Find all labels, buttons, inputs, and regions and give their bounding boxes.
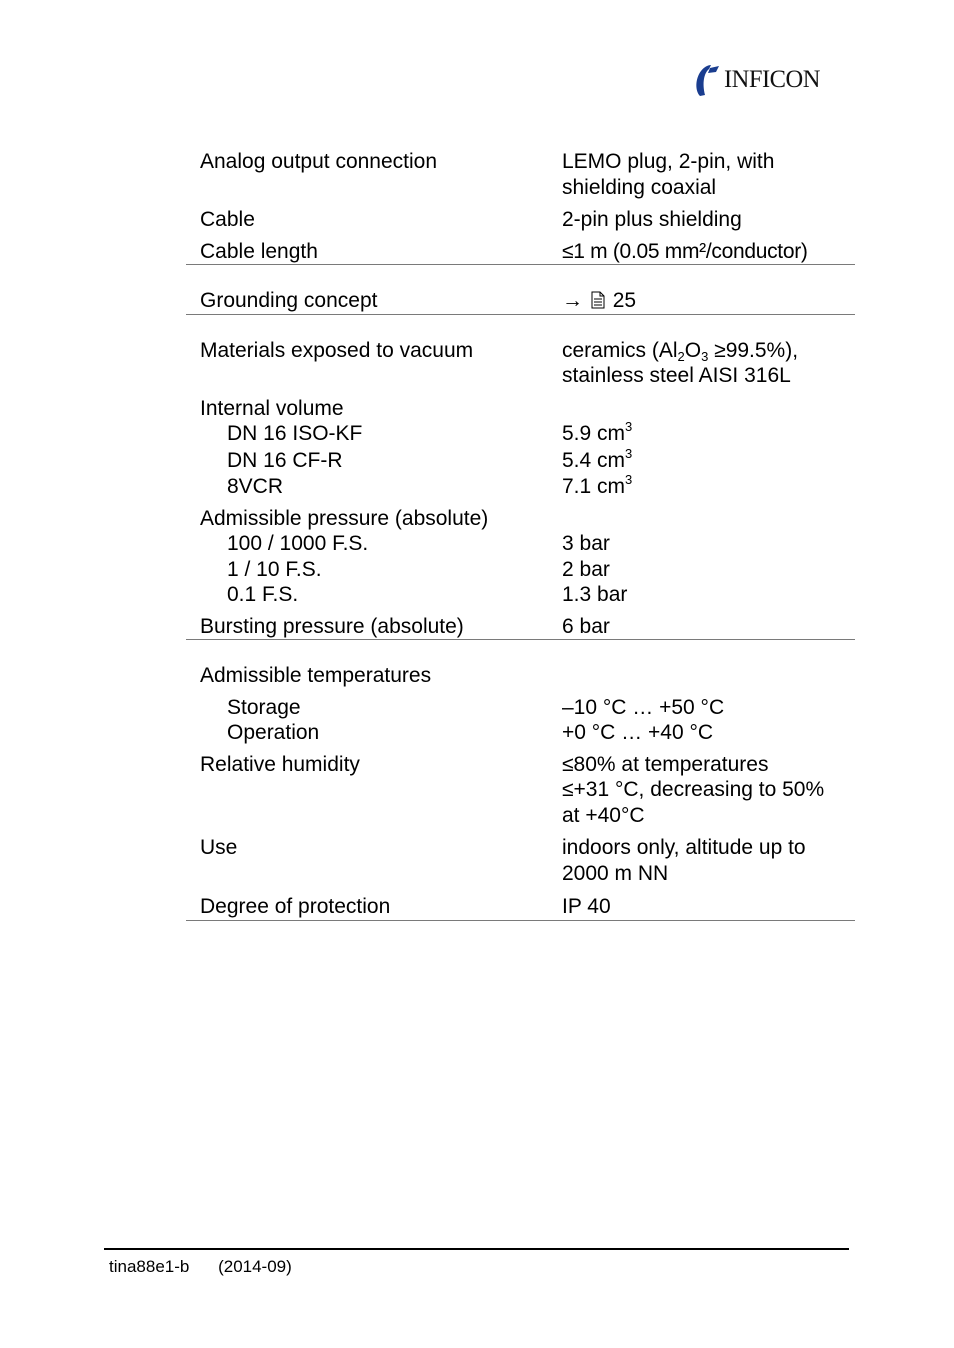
spec-row-cable (186, 207, 855, 233)
spec-group-connection (186, 147, 855, 265)
spec-value: 7.1 $cm^3$ (562, 472, 633, 498)
spec-value-line: ≤80% at temperatures (562, 752, 769, 776)
spec-value (562, 149, 855, 200)
footer-divider (104, 1248, 849, 1250)
spec-value (562, 338, 855, 389)
spec-value: 5.9 $cm^3$ (562, 419, 633, 445)
spec-label: Admissible pressure (absolute) (200, 506, 489, 530)
spec-sublabel: Storage (227, 695, 301, 719)
spec-group-vacuum (186, 315, 855, 641)
spec-value-line: shielding coaxial (562, 175, 717, 199)
document-id: tina88e1-b (109, 1257, 190, 1276)
spec-sublabel: DN 16 ISO-KF (227, 422, 363, 445)
spec-sublabel: 0.1 F.S. (227, 583, 299, 606)
spec-sublabel: DN 16 CF-R (227, 448, 343, 472)
spec-value: 6 bar (562, 614, 610, 638)
spec-value-line: indoors only, altitude up to (562, 836, 806, 859)
spec-value (562, 835, 855, 886)
spec-row-analog-output (186, 149, 855, 200)
spec-label: Materials exposed to vacuum (200, 338, 474, 362)
inficon-logo (692, 62, 822, 98)
spec-subrow (186, 557, 855, 583)
page-footer (109, 1257, 292, 1277)
spec-subrow (186, 474, 855, 500)
spec-label: Degree of protection (200, 895, 391, 918)
spec-row-admissible-pressure (186, 506, 855, 532)
spec-row-cable-length (186, 239, 855, 265)
spec-row-admissible-temperatures (186, 663, 855, 689)
document-date: (2014-09) (218, 1257, 292, 1276)
spec-value: 1.3 bar (562, 583, 628, 606)
spec-subrow (186, 531, 855, 557)
spec-label: Grounding concept (200, 289, 378, 312)
spec-label: Use (200, 836, 238, 859)
spec-value: 2-pin plus shielding (562, 208, 742, 231)
spec-subrow (186, 421, 855, 447)
spec-subrow (186, 695, 855, 721)
spec-value: +0 °C … +40 °C (562, 721, 714, 744)
spec-value (562, 288, 855, 314)
spec-label: Relative humidity (200, 752, 360, 776)
spec-group-environment (186, 640, 855, 921)
spec-value: 3 bar (562, 532, 610, 555)
spec-row-internal-volume (186, 396, 855, 422)
spec-label: Admissible temperatures (200, 664, 432, 687)
spec-value-line: at +40°C (562, 803, 645, 827)
spec-value-line: stainless steel AISI 316L (562, 364, 791, 387)
spec-group-grounding (186, 265, 855, 315)
spec-value-line: ≤+31 °C, decreasing to 50% (562, 778, 825, 801)
spec-label: Bursting pressure (absolute) (200, 614, 464, 638)
spec-row-bursting-pressure (186, 614, 855, 640)
spec-row-relative-humidity (186, 752, 855, 829)
spec-value: ≤1 m (0.05 mm²/conductor) (562, 239, 808, 263)
spec-row-grounding (186, 288, 855, 314)
spec-label: Analog output connection (200, 150, 438, 173)
inficon-logo-mark-icon (692, 63, 722, 97)
spec-row-materials (186, 338, 855, 389)
spec-subrow (186, 445, 855, 474)
spec-value: 2 bar (562, 557, 610, 581)
spec-value (562, 752, 855, 829)
spec-subrow (186, 720, 855, 746)
specification-table (186, 147, 855, 921)
spec-value: 5.4 $cm^3$ (562, 445, 633, 472)
spec-subrow (186, 582, 855, 608)
spec-label: Cable length (200, 239, 318, 263)
spec-value: –10 °C … +50 °C (562, 695, 725, 719)
spec-sublabel: Operation (227, 721, 320, 744)
spec-label: Cable (200, 208, 255, 231)
document-icon (591, 291, 605, 309)
spec-value-line: LEMO plug, 2-pin, with (562, 150, 775, 173)
spec-value: IP 40 (562, 895, 611, 918)
page-reference: 25 (612, 289, 637, 312)
spec-value-line: ceramics $(Al_2O_3 \ge 99.5\%)$, (562, 338, 799, 364)
spec-row-use (186, 835, 855, 886)
spec-sublabel: 100 / 1000 F.S. (227, 532, 369, 555)
spec-label: Internal volume (200, 396, 344, 420)
spec-sublabel: 1 / 10 F.S. (227, 557, 322, 581)
spec-value-line: 2000 m NN (562, 861, 669, 885)
brand-name: INFICON (724, 66, 820, 93)
spec-row-degree-of-protection (186, 894, 855, 920)
spec-sublabel: 8VCR (227, 475, 284, 498)
arrow-right-icon: → (562, 289, 583, 312)
